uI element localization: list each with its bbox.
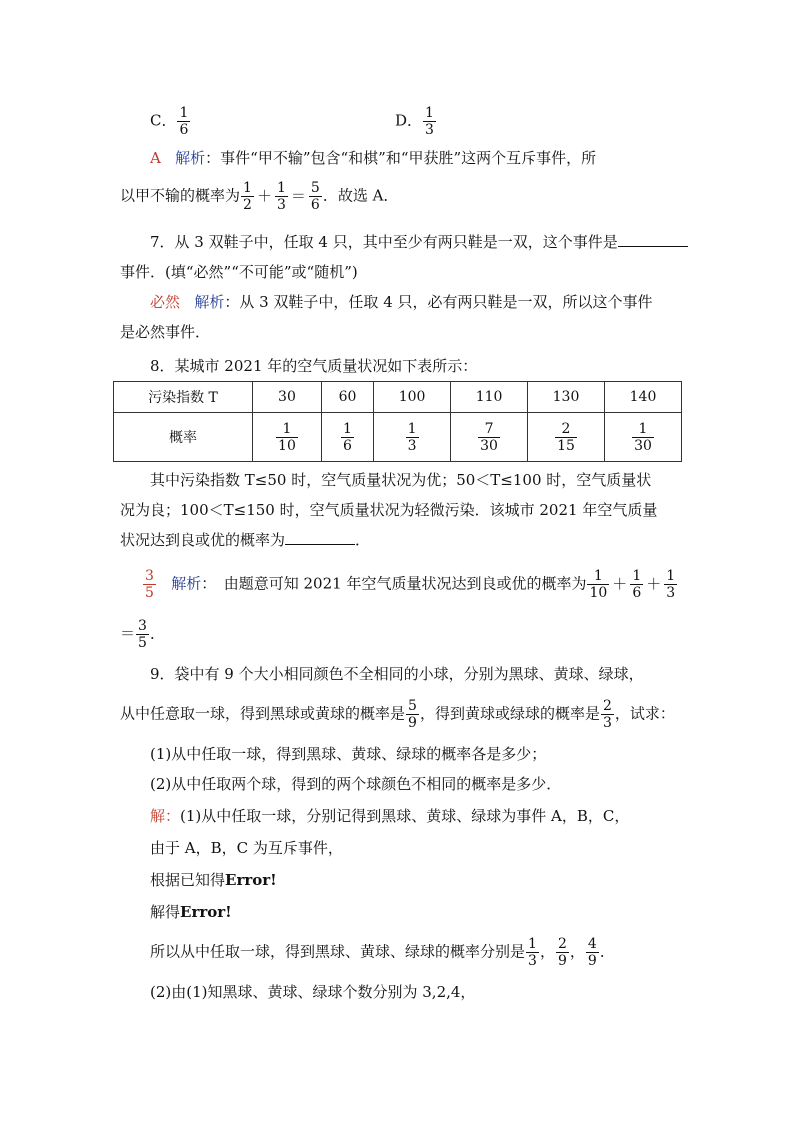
table-cell: $\frac{2}{15}$: [528, 413, 605, 462]
table-cell: 110: [451, 382, 528, 413]
answer-fraction: $\frac{3}{5}$: [145, 568, 154, 601]
analysis-tag: 解析: [171, 574, 202, 593]
analysis-tag: 解析: [175, 149, 206, 167]
table-cell: $\frac{1}{6}$: [321, 413, 373, 462]
q9-solution-line6: (2)由(1)知黑球、黄球、绿球个数分别为 3,2,4，: [150, 983, 476, 1001]
fraction: $\frac{1}{3}$: [425, 105, 434, 138]
fraction: $\frac{1}{6}$: [179, 105, 189, 138]
table-cell: 130: [528, 382, 605, 413]
table-cell: $\frac{1}{10}$: [253, 413, 322, 462]
answer-label: 必然: [150, 293, 181, 311]
table-cell: 100: [374, 382, 451, 413]
q9-part2: (2)从中任取两个球，得到的两个球颜色不相同的概率是多少．: [150, 775, 562, 793]
table-cell: 30: [253, 382, 322, 413]
q8-explanation-line1: $\frac{3}{5}$ 解析： 由题意可知 2021 年空气质量状况达到良或优的概率为 $\frac{1}{10}$ ＋ $\frac{1}{6}$ ＋ $\frac{1}{3}$: [145, 568, 676, 601]
q8-explanation-line2: ＝ $\frac{3}{5}$ ．: [120, 618, 165, 651]
option-c: C． $\frac{1}{6}$: [150, 105, 189, 138]
solution-tag: 解：: [150, 807, 181, 825]
q8-stem: 8．某城市 2021 年的空气质量状况如下表所示：: [150, 357, 478, 375]
q9-solution-line3: 根据已知得Error!: [150, 871, 277, 889]
q7-stem-line1: 7．从 3 双鞋子中，任取 4 只，其中至少有两只鞋是一双，这个事件是: [150, 232, 688, 252]
q8-desc-line3: 状况达到良或优的概率为 ．: [120, 531, 371, 549]
answer-blank: [618, 232, 688, 247]
q8-desc-line1: 其中污染指数 T≤50 时，空气质量状况为优；50＜T≤100 时，空气质量状: [150, 471, 652, 489]
answer-label: A: [150, 149, 161, 167]
q9-part1: (1)从中任取一球，得到黑球、黄球、绿球的概率各是多少；: [150, 745, 547, 763]
answer-blank: [285, 530, 355, 545]
q9-solution-line1: 解：(1)从中任取一球，分别记得到黑球、黄球、绿球为事件 A，B，C，: [150, 807, 630, 825]
table-row: [114, 413, 682, 462]
q6-explanation-line1: A 解析：事件“甲不输”包含“和棋”和“甲获胜”这两个互斥事件，所: [150, 149, 597, 167]
q8-desc-line2: 况为良；100＜T≤150 时，空气质量状况为轻微污染．该城市 2021 年空气质量: [120, 501, 658, 519]
table-row: [114, 382, 682, 413]
table-cell: $\frac{1}{3}$: [374, 413, 451, 462]
q9-stem-line1: 9．袋中有 9 个大小相同颜色不全相同的小球，分别为黑球、黄球、绿球，: [150, 665, 644, 683]
table-cell: 60: [321, 382, 373, 413]
table-header-cell: 概率: [114, 413, 253, 462]
q9-solution-line2: 由于 A，B，C 为互斥事件，: [150, 839, 343, 857]
table-header-cell: 污染指数 T: [114, 382, 253, 413]
fraction: $\frac{1}{3}$: [276, 180, 286, 213]
fraction: $\frac{1}{2}$: [243, 180, 252, 213]
q7-stem-line2: 事件．(填“必然”“不可能”或“随机”): [120, 263, 358, 281]
q9-stem-line2: 从中任意取一球，得到黑球或黄球的概率是 $\frac{5}{9}$ ，得到黄球或绿球的概率是 $\frac{2}{3}$ ，试求：: [120, 698, 675, 731]
table-cell: $\frac{1}{30}$: [604, 413, 681, 462]
q7-explanation-line1: 必然 解析：从 3 双鞋子中，任取 4 只，必有两只鞋是一双，所以这个事件: [150, 293, 653, 311]
pollution-table: [113, 381, 682, 462]
option-d: D． $\frac{1}{3}$: [395, 105, 434, 138]
q9-solution-line5: 所以从中任取一球，得到黑球、黄球、绿球的概率分别是 $\frac{1}{3}$ ， $\frac{2}{9}$ ， $\frac{4}{9}$ ．: [150, 936, 615, 969]
q6-explanation-line2: 以甲不输的概率为 $\frac{1}{2}$ ＋ $\frac{1}{3}$ ＝ $\frac{5}{6}$ ．故选 A．: [120, 180, 399, 213]
table-cell: $\frac{7}{30}$: [451, 413, 528, 462]
analysis-tag: 解析: [194, 293, 225, 311]
fraction: $\frac{5}{6}$: [310, 180, 320, 213]
q9-solution-line4: 解得Error!: [150, 903, 232, 921]
table-cell: 140: [604, 382, 681, 413]
q7-explanation-line2: 是必然事件．: [120, 323, 211, 341]
